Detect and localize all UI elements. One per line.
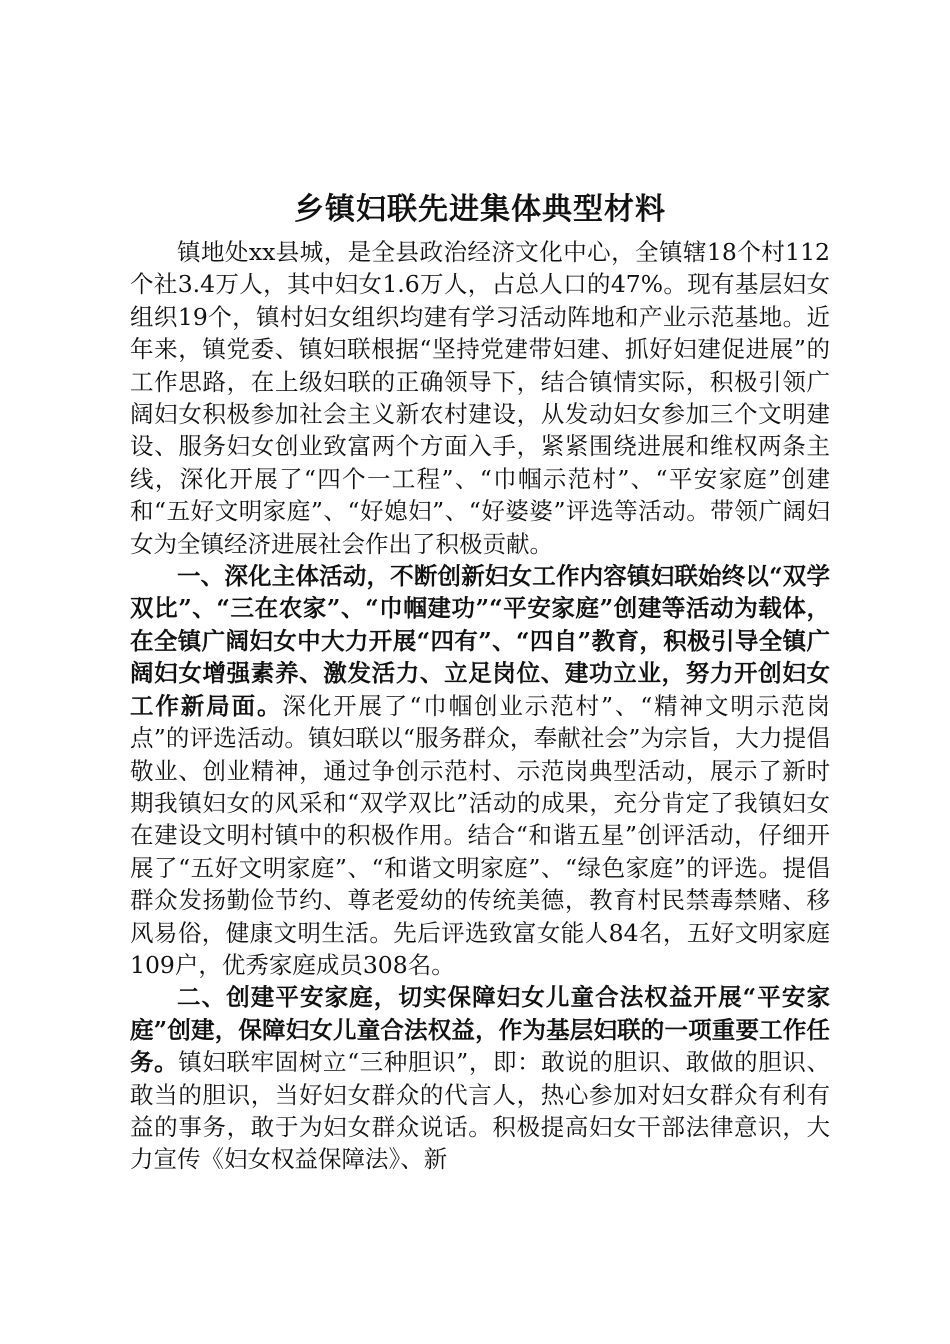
document-page xyxy=(130,188,830,1176)
document-title: 乡镇妇联先进集体典型材料 xyxy=(294,192,666,227)
section-one-heading: 一、深化主体活动，不断创新妇女工作内容镇妇联始终以“双学双比”、“三在农家”、“巾帼建功”“平安家庭”创建等活动为载体，在全镇广阔妇女中大力开展“四有”、“四自”教育，积极引导全镇广阔妇女增强素养、激发活力、立足岗位、建功立业，努力开创妇女工作新局面。 xyxy=(130,562,830,720)
intro-paragraph: 镇地处xx县城，是全县政治经济文化中心，全镇辖18个村112个社3.4万人，其中妇女1.6万人，占总人口的47%。现有基层妇女组织19个，镇村妇女组织均建有学习活动阵地和产业示范基地。近年来，镇党委、镇妇联根据“坚持党建带妇建、抓好妇建促进展”的工作思路，在上级妇联的正确领导下，结合镇情实际，积极引领广阔妇女积极参加社会主义新农村建设，从发动妇女参加三个文明建设、服务妇女创业致富两个方面入手，紧紧围绕进展和维权两条主线，深化开展了“四个一工程”、“巾帼示范村”、“平安家庭”创建和“五好文明家庭”、“好媳妇”、“好婆婆”评选等活动。带领广阔妇女为全镇经济进展社会作出了积极贡献。 xyxy=(130,238,830,558)
section-one-body: 深化开展了“巾帼创业示范村”、“精神文明示范岗点”的评选活动。镇妇联以“服务群众，奉献社会”为宗旨，大力提倡敬业、创业精神，通过争创示范村、示范岗典型活动，展示了新时期我镇妇女的风采和“双学双比”活动的成果，充分肯定了我镇妇女在建设文明村镇中的积极作用。结合“和谐五星”创评活动，仔细开展了“五好文明家庭”、“和谐文明家庭”、“绿色家庭”的评选。提倡群众发扬勤俭节约、尊老爱幼的传统美德，教育村民禁毒禁赌、移风易俗，健康文明生活。先后评选致富女能人84名，五好文明家庭109户，优秀家庭成员308名。 xyxy=(130,691,831,979)
section-two-paragraph xyxy=(130,981,830,1175)
section-one-paragraph xyxy=(130,560,830,981)
section-two-body: 镇妇联牢固树立“三种胆识”，即：敢说的胆识、敢做的胆识、敢当的胆识，当好妇女群众的代言人，热心参加对妇女群众有利有益的事务，敢于为妇女群众说话。积极提高妇女干部法律意识，大力宣传《妇女权益保障法》、新 xyxy=(130,1048,831,1174)
section-two-heading: 二、创建平安家庭，切实保障妇女儿童合法权益开展“平安家庭”创建，保障妇女儿童合法权益，作为基层妇联的一项重要工作任务。 xyxy=(130,983,830,1077)
